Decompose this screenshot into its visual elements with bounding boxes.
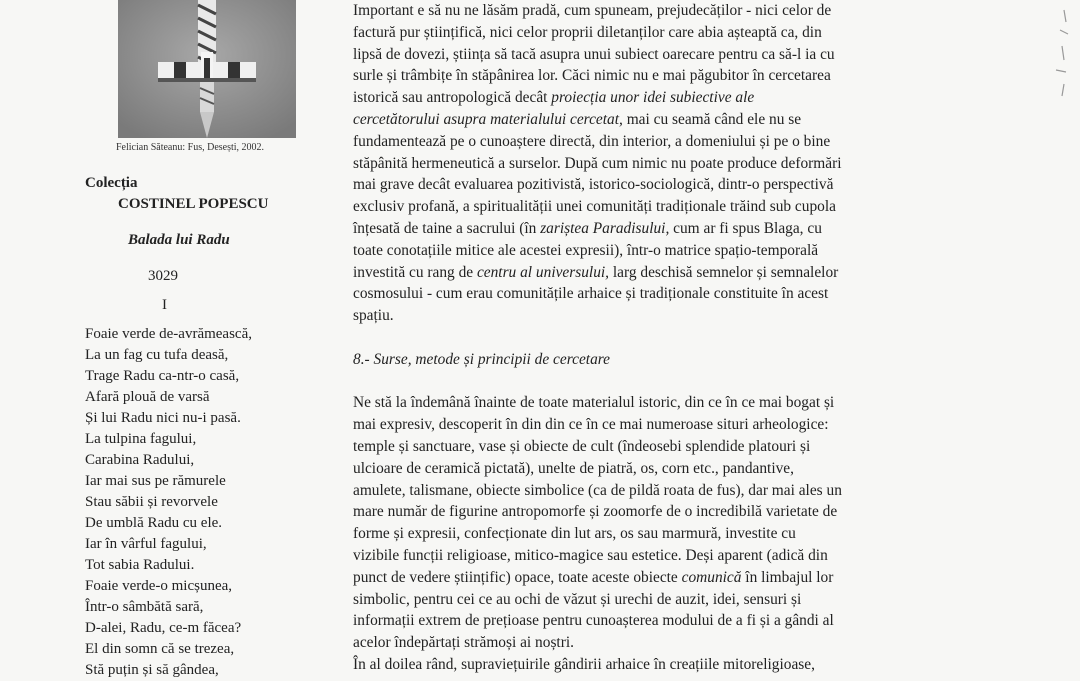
poem-line: De umblă Radu cu ele. <box>85 515 223 531</box>
poem-line: Trage Radu ca-ntr-o casă, <box>85 368 240 384</box>
text-run: simbolic, pentru cei ce au ochi de văzut și urechi de auzit, idei, sensuri și <box>353 590 802 608</box>
poem-line: Carabina Radului, <box>85 452 195 468</box>
text-line <box>353 458 958 480</box>
text-run: exclusiv profană, a spiritualității unei comunități tradiționale trăind sub cupola <box>353 198 836 216</box>
text-run: fundamentează pe o cunoaștere directă, din interior, a domeniului și pe o bine <box>353 132 831 150</box>
text-run: surle și trâmbițe în stăpânirea lor. Căci nimic nu e mai păgubitor în cercetarea <box>353 67 831 85</box>
text-run: În al doilea rând, supraviețuirile gândirii arhaice în creațiile mitoreligioase, <box>353 655 815 673</box>
text-line <box>353 44 958 66</box>
text-line <box>353 240 958 262</box>
text-run: amulete, talismane, obiecte simbolice (ca de pildă roata de fus), dar mai ales un <box>353 481 842 499</box>
text-line <box>353 501 958 523</box>
text-line <box>353 589 958 611</box>
collection-name: COSTINEL POPESCU <box>118 196 269 212</box>
text-run: stăpânită hermeneutică a surselor. După cum nimic nu poate produce deformări <box>353 154 842 172</box>
text-line <box>353 632 958 654</box>
text-run: Ne stă la îndemână înainte de toate materialul istoric, din ce în ce mai bogat și <box>353 394 835 412</box>
poem-text <box>85 324 252 681</box>
text-line <box>353 174 958 196</box>
text-run: punct de vedere științific) opace, toate aceste obiecte <box>353 568 682 586</box>
text-run: acelor îndepărtați strămoși ai noștri. <box>353 634 574 652</box>
text-line <box>353 545 958 567</box>
poem-line: Tot sabia Radului. <box>85 557 195 573</box>
text-run: ulcioare de ceramică pictată), unelte de piatră, os, corn etc., pandantive, <box>353 459 794 477</box>
text-line <box>353 22 958 44</box>
text-line <box>353 567 958 589</box>
poem-line: Și lui Radu nici nu-i pasă. <box>85 410 241 426</box>
italic-phrase: proiecția unor idei subiective ale <box>551 89 755 107</box>
text-run: mai grave decât evaluarea pozitivistă, istorico-sociologică, dintr-o perspectivă <box>353 176 834 194</box>
poem-title: Balada lui Radu <box>128 232 230 248</box>
text-line <box>353 414 958 436</box>
paragraph-sources-methods <box>353 392 958 675</box>
italic-phrase: zariștea Paradisului, <box>540 219 670 237</box>
text-run: informații extrem de prețioase pentru cunoașterea modului de a fi și a gândi al <box>353 612 834 630</box>
section-heading: 8.- Surse, metode și principii de cercetare <box>353 350 611 368</box>
text-run: lipsă de dovezi, știința să tacă asupra unui subiect oarecare pentru ca să-l ia cu <box>353 45 835 63</box>
italic-phrase: cercetătorului asupra materialului cercetat, <box>353 110 623 128</box>
text-run: în limbajul lor <box>741 568 834 586</box>
poem-line: Stă puțin și să gândea, <box>85 662 219 678</box>
poem-line: Într-o sâmbătă sară, <box>85 599 204 615</box>
poem-section-number: I <box>162 297 167 313</box>
poem-line: Foaie verde-o micșunea, <box>85 578 233 594</box>
text-line <box>353 196 958 218</box>
poem-line: La un fag cu tufa deasă, <box>85 347 229 363</box>
text-run: temple și sanctuare, vase și obiecte de cult (îndeosebi splendide platouri și <box>353 437 811 455</box>
poem-line: La tulpina fagului, <box>85 431 197 447</box>
text-line <box>353 218 958 240</box>
text-run: mai expresiv, descoperit în din din ce în ce mai numeroase situri arheologice: <box>353 416 829 434</box>
text-run: istorică sau antropologică decât <box>353 89 552 107</box>
poem-number: 3029 <box>148 268 178 284</box>
text-run: mare număr de figurine antropomorfe și zoomorfe de o incredibilă varietate de <box>353 503 838 521</box>
text-line <box>353 109 958 131</box>
spindle-photo <box>118 0 296 138</box>
poem-line: Iar în vârful fagului, <box>85 536 207 552</box>
collection-label: Colecția <box>85 175 138 191</box>
text-line <box>353 0 958 22</box>
text-run: cum ar fi spus Blaga, cu <box>669 219 822 237</box>
text-run: toate conotațiile mitice ale acestei expresii), într-o matrice spațio-temporală <box>353 241 819 259</box>
text-line <box>353 654 958 676</box>
text-run: factură pur științifică, nici celor proprii diletanților care abia așteaptă ca, din <box>353 23 822 41</box>
text-line <box>353 65 958 87</box>
poem-line: D-alei, Radu, ce-m făcea? <box>85 620 242 636</box>
text-line <box>353 305 958 327</box>
text-line <box>353 392 958 414</box>
photo-caption: Felician Săteanu: Fus, Desești, 2002. <box>116 142 265 153</box>
text-line <box>353 153 958 175</box>
text-line <box>353 480 958 502</box>
poem-line: Stau săbii și revorvele <box>85 494 218 510</box>
poem-line: Foaie verde de-avrămească, <box>85 326 252 342</box>
text-line <box>353 87 958 109</box>
scan-artifact <box>1042 0 1072 120</box>
text-run: cosmosului - cum erau comunitățile arhaice și tradiționale constituite în acest <box>353 285 829 303</box>
text-run: spațiu. <box>353 307 394 325</box>
poem-line: El din somn că se trezea, <box>85 641 235 657</box>
text-line <box>353 262 958 284</box>
italic-phrase: comunică <box>681 568 742 586</box>
poem-line: Iar mai sus pe rămurele <box>85 473 226 489</box>
text-line <box>353 610 958 632</box>
text-run: forme și expresii, confecționate din lut ars, os sau marmură, investite cu <box>353 525 796 543</box>
text-run: înțesată de taine a sacrului (în <box>353 219 541 237</box>
article-text <box>353 0 958 676</box>
text-run: mai cu seamă când ele nu se <box>622 110 802 128</box>
text-line <box>353 131 958 153</box>
text-line <box>353 436 958 458</box>
text-run: investită cu rang de <box>353 263 477 281</box>
paragraph-sources-intro <box>353 0 958 327</box>
text-run: vizibile funcții religioase, mitico-magice sau estetice. Deși aparent (adică din <box>353 546 828 564</box>
italic-phrase: centru al universului, <box>476 263 610 281</box>
text-run: Important e să nu ne lăsăm pradă, cum spuneam, prejudecăților - nici celor de <box>353 2 832 19</box>
text-run: larg deschisă semnelor și semnalelor <box>609 263 839 281</box>
text-line <box>353 523 958 545</box>
spindle-illustration <box>118 0 296 138</box>
text-line <box>353 283 958 305</box>
poem-line: Afară plouă de varsă <box>85 389 210 405</box>
